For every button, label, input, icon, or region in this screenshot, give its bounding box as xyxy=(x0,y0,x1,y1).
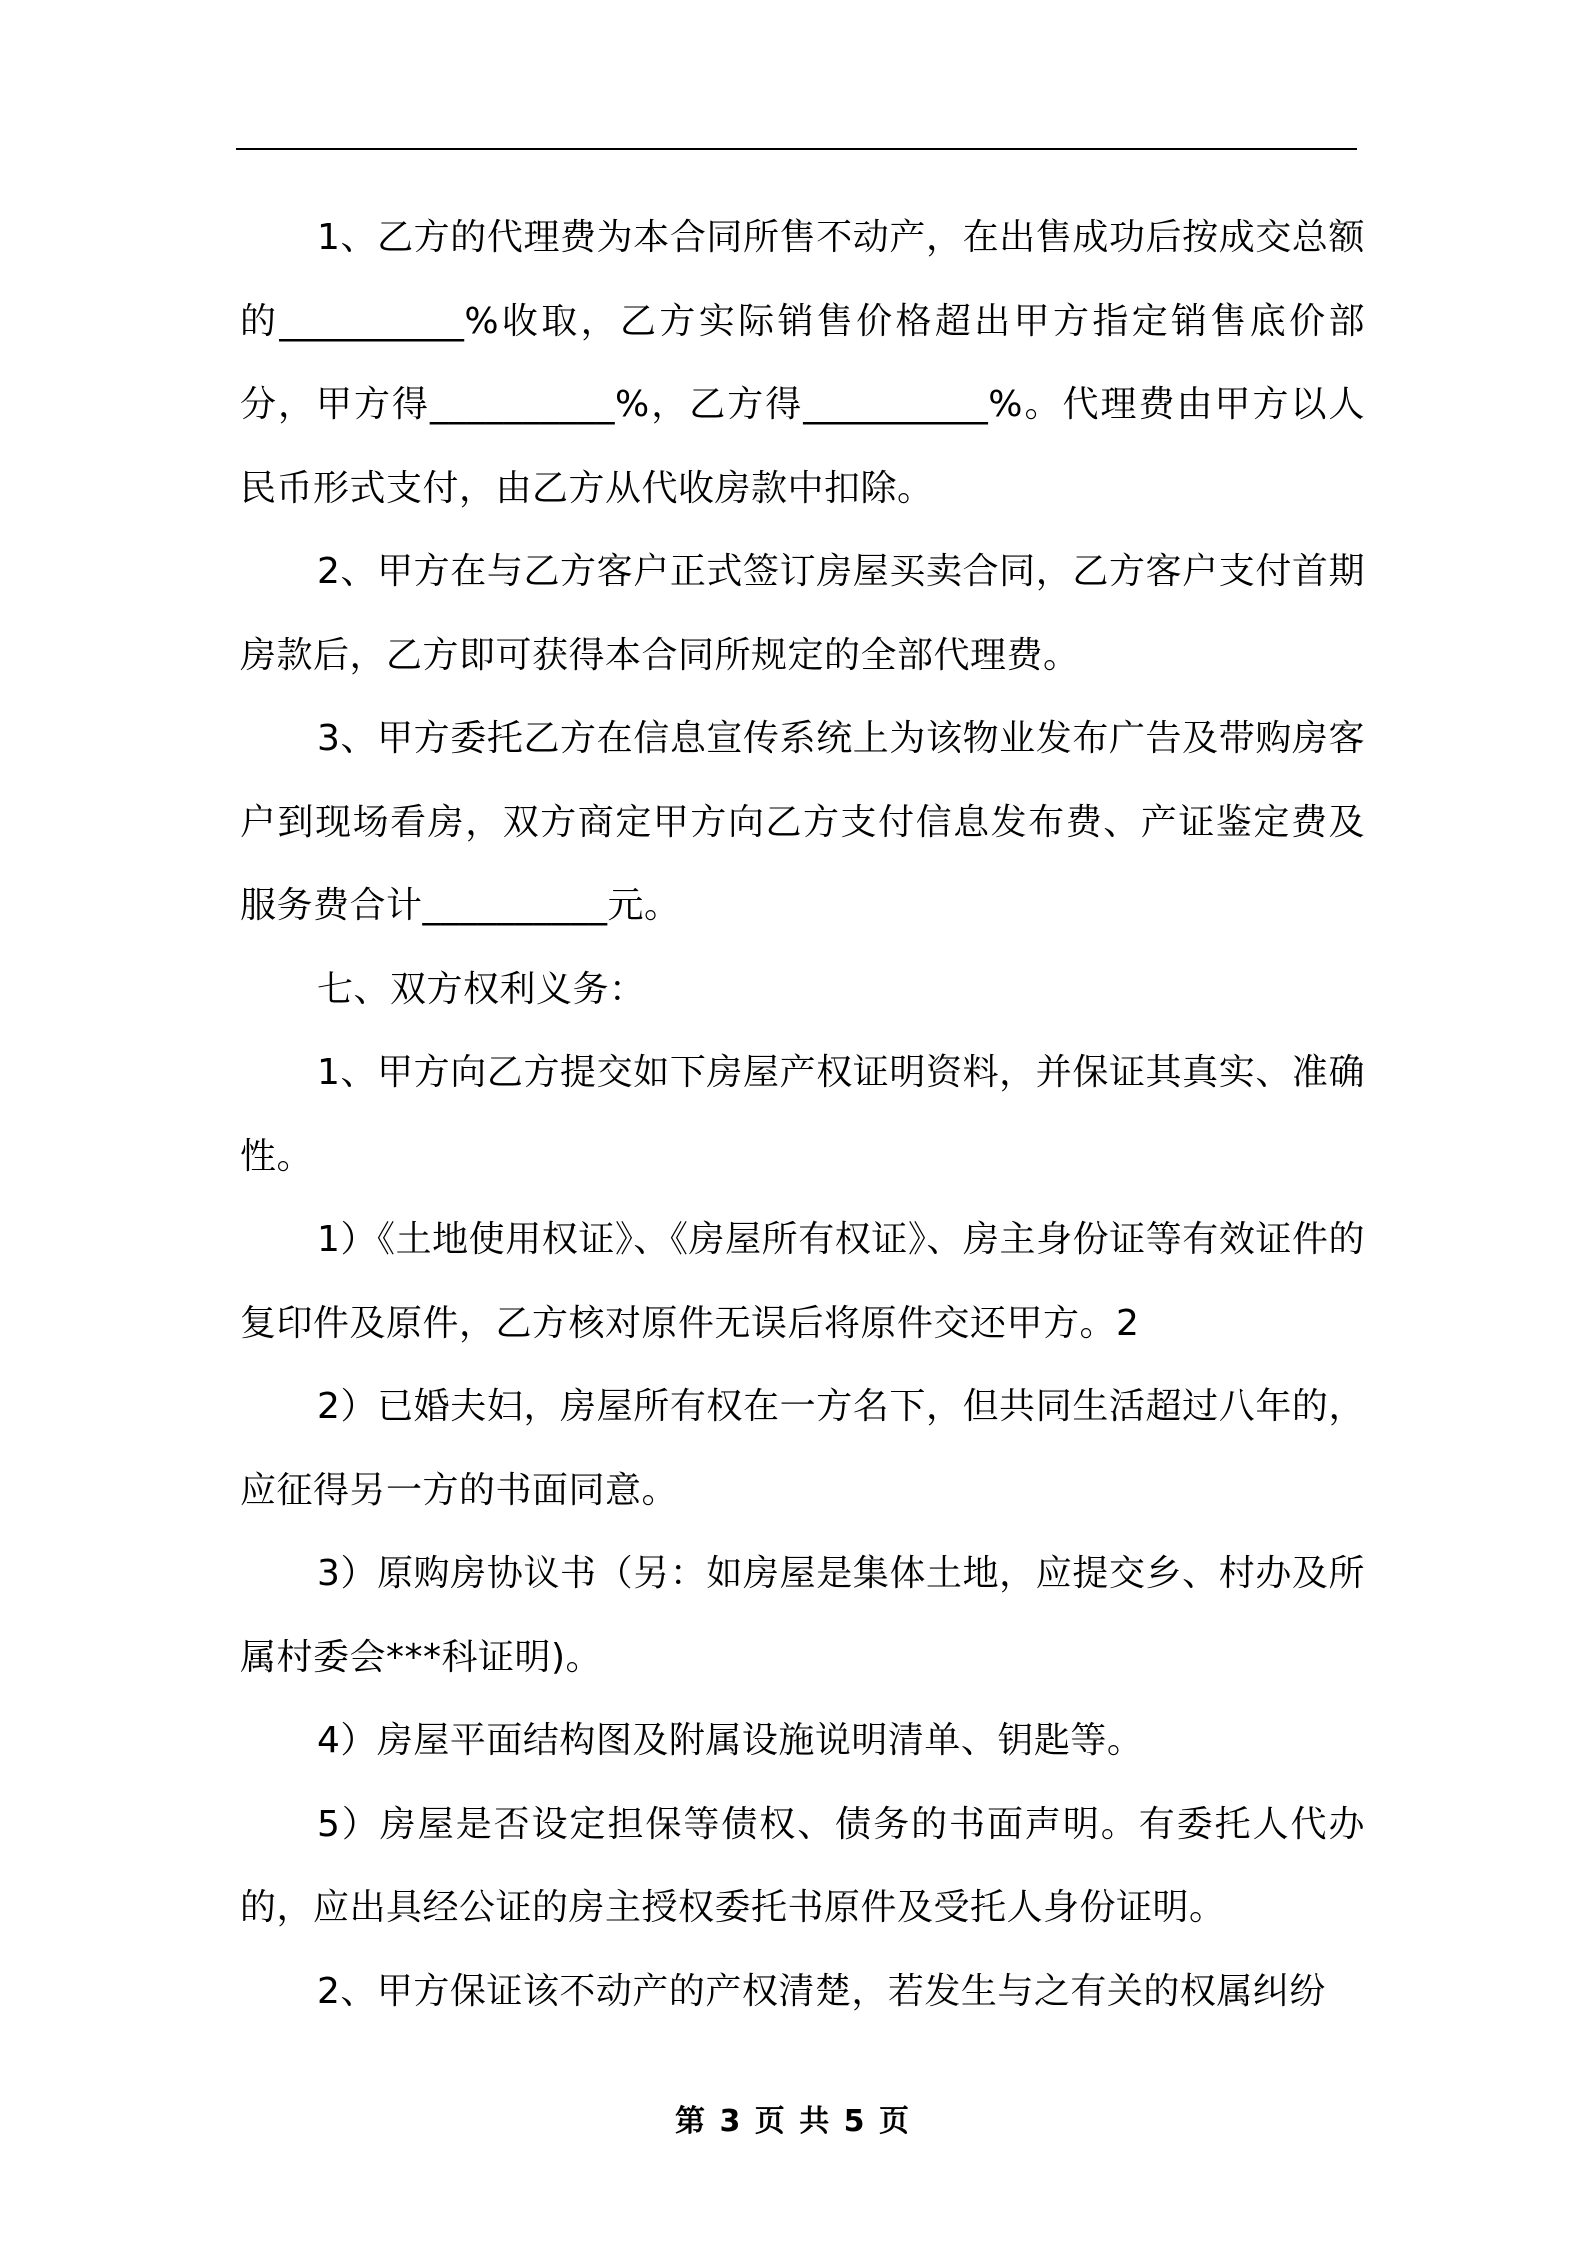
section-heading-rights-obligations: 七、双方权利义务： xyxy=(317,968,646,1010)
header-rule xyxy=(236,148,1357,150)
paragraph-ownership-documents: 1、甲方向乙方提交如下房屋产权证明资料，并保证其真实、准确性。 xyxy=(240,1052,1365,1177)
list-item-guarantee-statement: 5）房屋是否设定担保等债权、债务的书面声明。有委托人代办的，应出具经公证的房主授权委托书原件及受托人身份证明。 xyxy=(240,1803,1365,1928)
list-item-certificates: 1）《土地使用权证》、《房屋所有权证》、房主身份证等有效证件的复印件及原件，乙方核对原件无误后将原件交还甲方。2 xyxy=(240,1219,1365,1344)
paragraph-advertising-fee: 3、甲方委托乙方在信息宣传系统上为该物业发布广告及带购房客户到现场看房，双方商定甲方向乙方支付信息发布费、产证鉴定费及服务费合计__________元。 xyxy=(240,718,1365,926)
page-number: 第 3 页 共 5 页 xyxy=(675,2104,911,2139)
paragraph-title-guarantee: 2、甲方保证该不动产的产权清楚，若发生与之有关的权属纠纷 xyxy=(317,1970,1326,2012)
list-item-purchase-agreement: 3）原购房协议书（另：如房屋是集体土地，应提交乡、村办及所属村委会***科证明)。 xyxy=(240,1553,1365,1678)
paragraph-agency-fee-rate: 1、乙方的代理费为本合同所售不动产，在出售成功后按成交总额的__________%收取，乙方实际销售价格超出甲方指定销售底价部分，甲方得__________%，乙方得__________%。代理费由甲方以人民币形式支付，由乙方从代收房款中扣除。 xyxy=(240,217,1365,509)
paragraph-fee-payment-timing: 2、甲方在与乙方客户正式签订房屋买卖合同，乙方客户支付首期房款后，乙方即可获得本合同所规定的全部代理费。 xyxy=(240,551,1365,676)
document-body xyxy=(240,196,1365,2033)
list-item-floor-plan: 4）房屋平面结构图及附属设施说明清单、钥匙等。 xyxy=(317,1720,1144,1761)
list-item-married-couple: 2）已婚夫妇，房屋所有权在一方名下，但共同生活超过八年的，应征得另一方的书面同意。 xyxy=(240,1386,1365,1511)
